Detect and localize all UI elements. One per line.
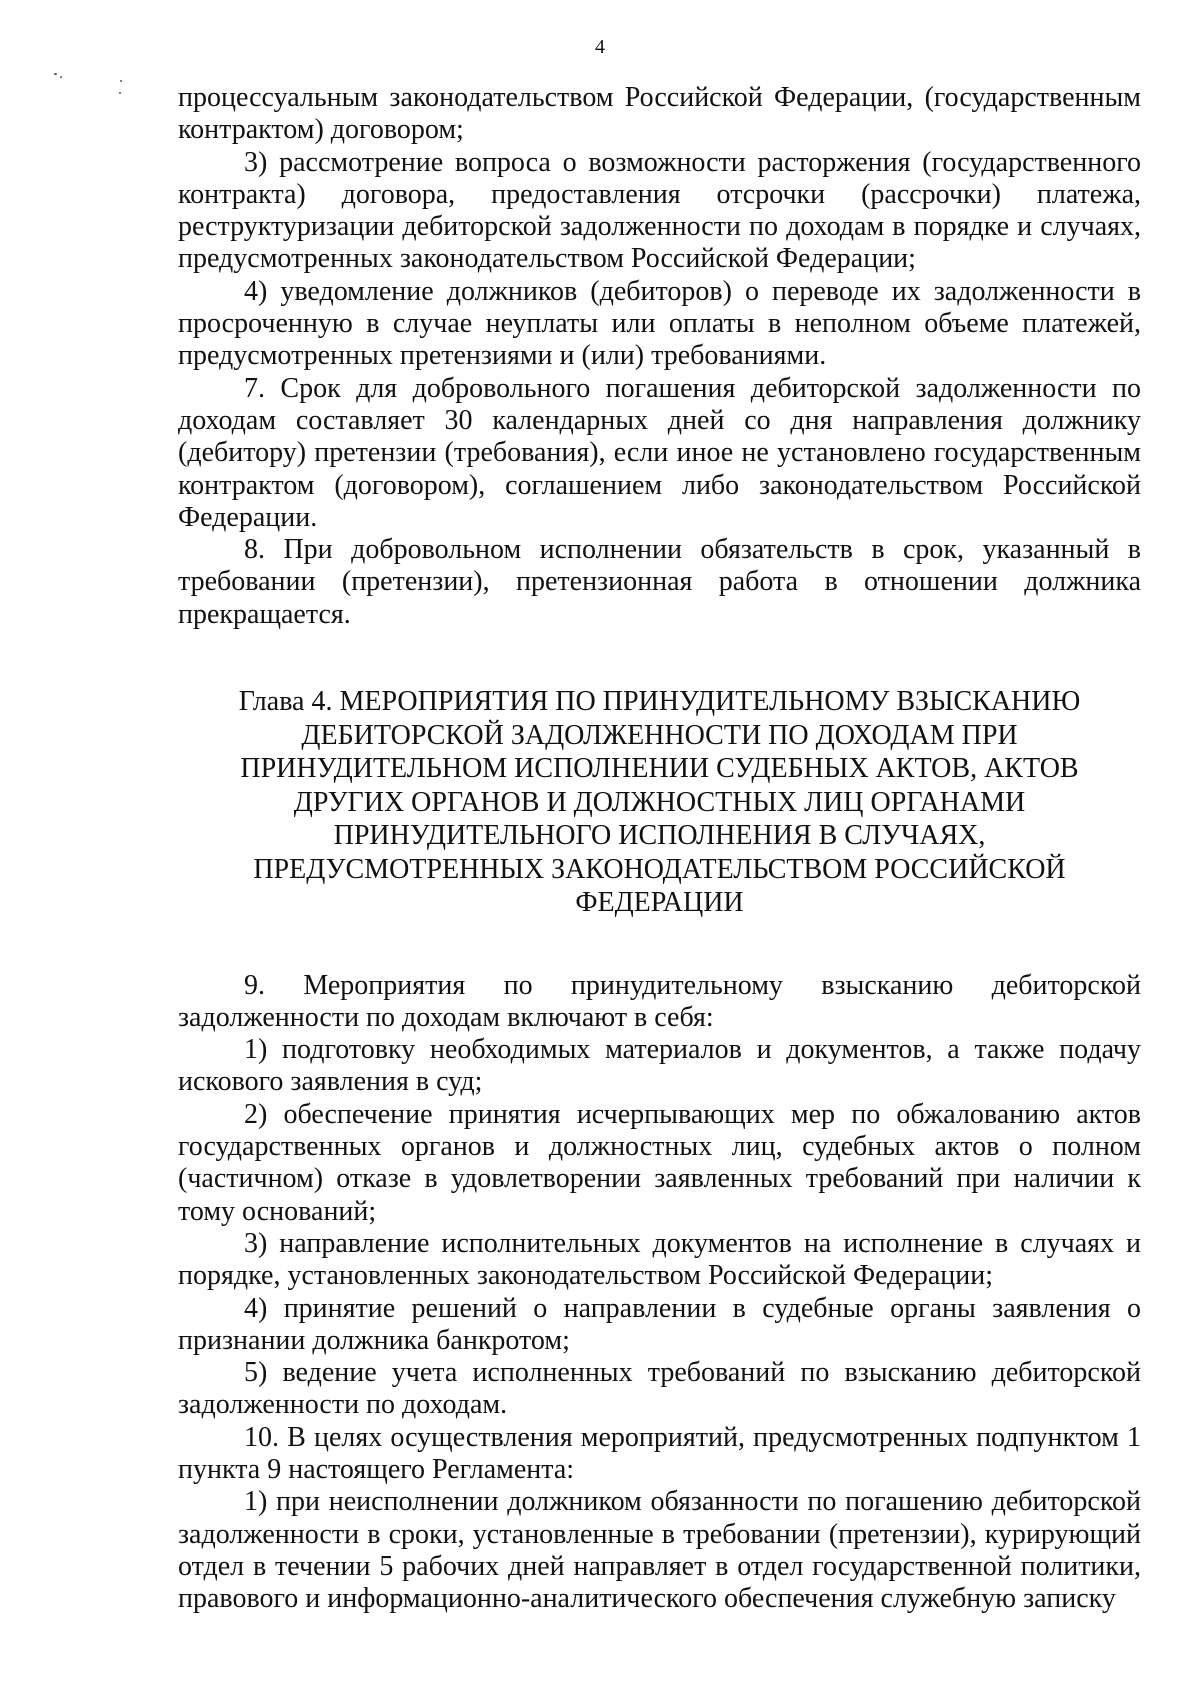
heading-line: ПРИНУДИТЕЛЬНОГО ИСПОЛНЕНИЯ В СЛУЧАЯХ, — [333, 820, 986, 852]
section-before-heading — [178, 82, 1141, 631]
heading-line: ПРИНУДИТЕЛЬНОМ ИСПОЛНЕНИИ СУДЕБНЫХ АКТОВ, АКТОВ — [240, 753, 1079, 785]
paragraph: 3) рассмотрение вопроса о возможности расторжения (государственного контракта) договора, предоставления отсрочки (рассрочки) платежа, реструктуризации дебиторской задолженности по доходам в порядке и случаях, предусмотренных законодательством Российской Федерации; — [178, 146, 1141, 275]
paragraph: 8. При добровольном исполнении обязательств в срок, указанный в требовании (претензии), претензионная работа в отношении должника прекращается. — [178, 534, 1141, 630]
paragraph: 3) направление исполнительных документов на исполнение в случаях и порядке, установленных законодательством Российской Федерации; — [178, 1227, 1141, 1292]
section-after-heading — [178, 970, 1141, 1616]
heading-line: ПРЕДУСМОТРЕННЫХ ЗАКОНОДАТЕЛЬСТВОМ РОССИЙСКОЙ — [253, 853, 1066, 885]
paragraph: 1) подготовку необходимых материалов и документов, а также подачу искового заявления в суд; — [178, 1034, 1141, 1098]
scan-speck — [54, 73, 57, 75]
heading-line: ДРУГИХ ОРГАНОВ И ДОЛЖНОСТНЫХ ЛИЦ ОРГАНАМИ — [293, 786, 1026, 818]
paragraph: 10. В целях осуществления мероприятий, предусмотренных подпунктом 1 пункта 9 настоящего Регламента: — [178, 1421, 1141, 1485]
page-number: 4 — [595, 36, 605, 58]
paragraph: процессуальным законодательством Российской Федерации, (государственным контрактом) договором; — [178, 82, 1141, 146]
heading-line: Глава 4. МЕРОПРИЯТИЯ ПО ПРИНУДИТЕЛЬНОМУ ВЗЫСКАНИЮ — [238, 686, 1081, 718]
scan-speck — [120, 80, 122, 82]
document-body — [178, 82, 1141, 1615]
scan-speck — [119, 92, 121, 94]
scan-speck — [60, 76, 62, 78]
paragraph: 7. Срок для добровольного погашения дебиторской задолженности по доходам составляет 30 календарных дней со дня направления должнику (дебитору) претензии (требования), если иное не установлено государственным контрактом (договором), соглашением либо законодательством Российской Федерации. — [178, 372, 1141, 533]
heading-line: ДЕБИТОРСКОЙ ЗАДОЛЖЕННОСТИ ПО ДОХОДАМ ПРИ — [301, 719, 1018, 751]
paragraph: 4) принятие решений о направлении в судебные органы заявления о признании должника банкротом; — [178, 1292, 1141, 1356]
chapter-heading — [178, 685, 1141, 920]
paragraph: задолженности по доходам включают в себя: — [178, 1001, 714, 1033]
paragraph: 1) при неисполнении должником обязанности по погашению дебиторской задолженности в сроки, установленные в требовании (претензии), курирующий отдел в течении 5 рабочих дней направляет в отдел государственной политики, правового и информационно-аналитического обеспечения служебную записку — [178, 1486, 1141, 1615]
paragraph: 2) обеспечение принятия исчерпывающих мер по обжалованию актов государственных органов и должностных лиц, судебных актов о полном (частичном) отказе в удовлетворении заявленных требований при наличии к тому оснований; — [178, 1098, 1141, 1227]
paragraph-item-9-first-line: 9. Мероприятия по принудительному взысканию дебиторской — [244, 969, 1141, 1001]
paragraph: 5) ведение учета исполненных требований по взысканию дебиторской задолженности по доходам. — [178, 1357, 1141, 1421]
heading-line: ФЕДЕРАЦИИ — [575, 887, 744, 919]
paragraph: 4) уведомление должников (дебиторов) о переводе их задолженности в просроченную в случае неуплаты или оплаты в неполном объеме платежей, предусмотренных претензиями и (или) требованиями. — [178, 275, 1141, 372]
